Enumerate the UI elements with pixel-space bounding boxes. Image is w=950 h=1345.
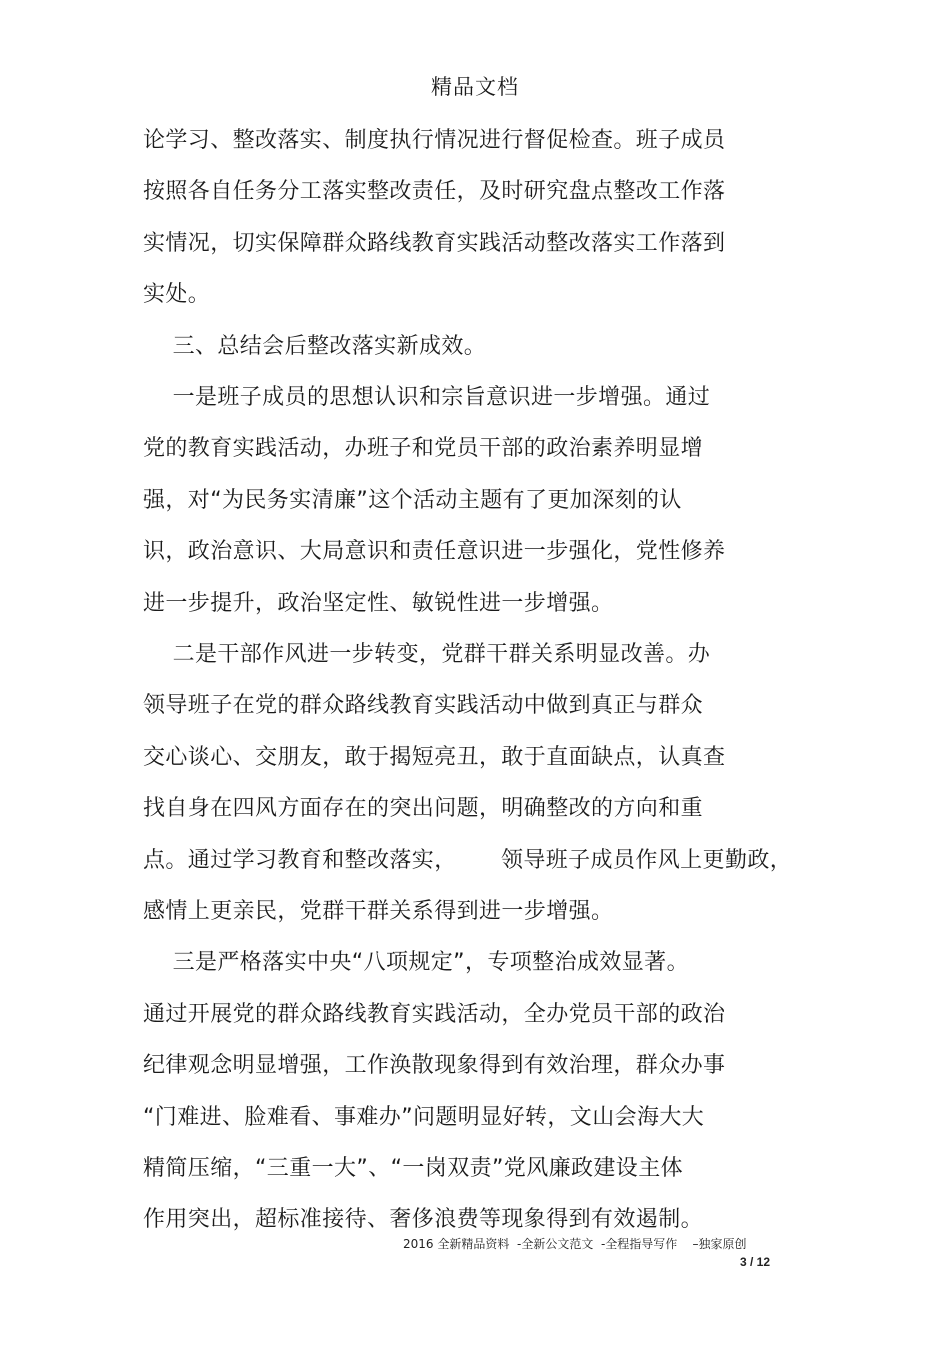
- text-line: 论学习、整改落实、制度执行情况进行督促检查。班子成员: [143, 128, 726, 153]
- text-line: 强，对“为民务实清廉”这个活动主题有了更加深刻的认: [143, 488, 682, 513]
- header-title: 精品文档: [431, 75, 519, 99]
- text-line: 按照各自任务分工落实整改责任，及时研究盘点整改工作落: [143, 179, 726, 204]
- text-line: 一是班子成员的思想认识和宗旨意识进一步增强。通过: [143, 385, 711, 410]
- text-line: 进一步提升，政治坚定性、敏锐性进一步增强。: [143, 591, 614, 616]
- text-line: 作用突出，超标准接待、奢侈浪费等现象得到有效遏制。: [143, 1207, 704, 1232]
- page-number: 3 / 12: [740, 1255, 771, 1269]
- text-line: “门难进、脸难看、事难办”问题明显好转，文山会海大大: [143, 1105, 705, 1130]
- text-line: 识，政治意识、大局意识和责任意识进一步强化，党性修养: [143, 539, 726, 564]
- text-line: 精简压缩，“三重一大”、“一岗双责”党风廉政建设主体: [143, 1156, 683, 1181]
- text-line: 实情况，切实保障群众路线教育实践活动整改落实工作落到: [143, 231, 726, 256]
- text-line: 通过开展党的群众路线教育实践活动，全办党员干部的政治: [143, 1002, 726, 1027]
- text-line: 实处。: [143, 282, 211, 307]
- text-line: 点。通过学习教育和整改落实， 领导班子成员作风上更勤政，: [143, 848, 793, 873]
- text-line: 三、总结会后整改落实新成效。: [143, 334, 487, 359]
- text-line: 领导班子在党的群众路线教育实践活动中做到真正与群众: [143, 693, 704, 718]
- text-line: 二是干部作风进一步转变，党群干群关系明显改善。办: [143, 642, 711, 667]
- text-line: 交心谈心、交朋友，敢于揭短亮丑，敢于直面缺点，认真查: [143, 745, 726, 770]
- footer-text: 2016 全新精品资料 -全新公文范文 -全程指导写作 –独家原创: [403, 1237, 747, 1251]
- text-line: 找自身在四风方面存在的突出问题，明确整改的方向和重: [143, 796, 704, 821]
- text-line: 纪律观念明显增强，工作涣散现象得到有效治理，群众办事: [143, 1053, 726, 1078]
- text-line: 感情上更亲民，党群干群关系得到进一步增强。: [143, 899, 614, 924]
- text-line: 党的教育实践活动，办班子和党员干部的政治素养明显增: [143, 436, 704, 461]
- text-line: 三是严格落实中央“八项规定”，专项整治成效显著。: [143, 950, 689, 975]
